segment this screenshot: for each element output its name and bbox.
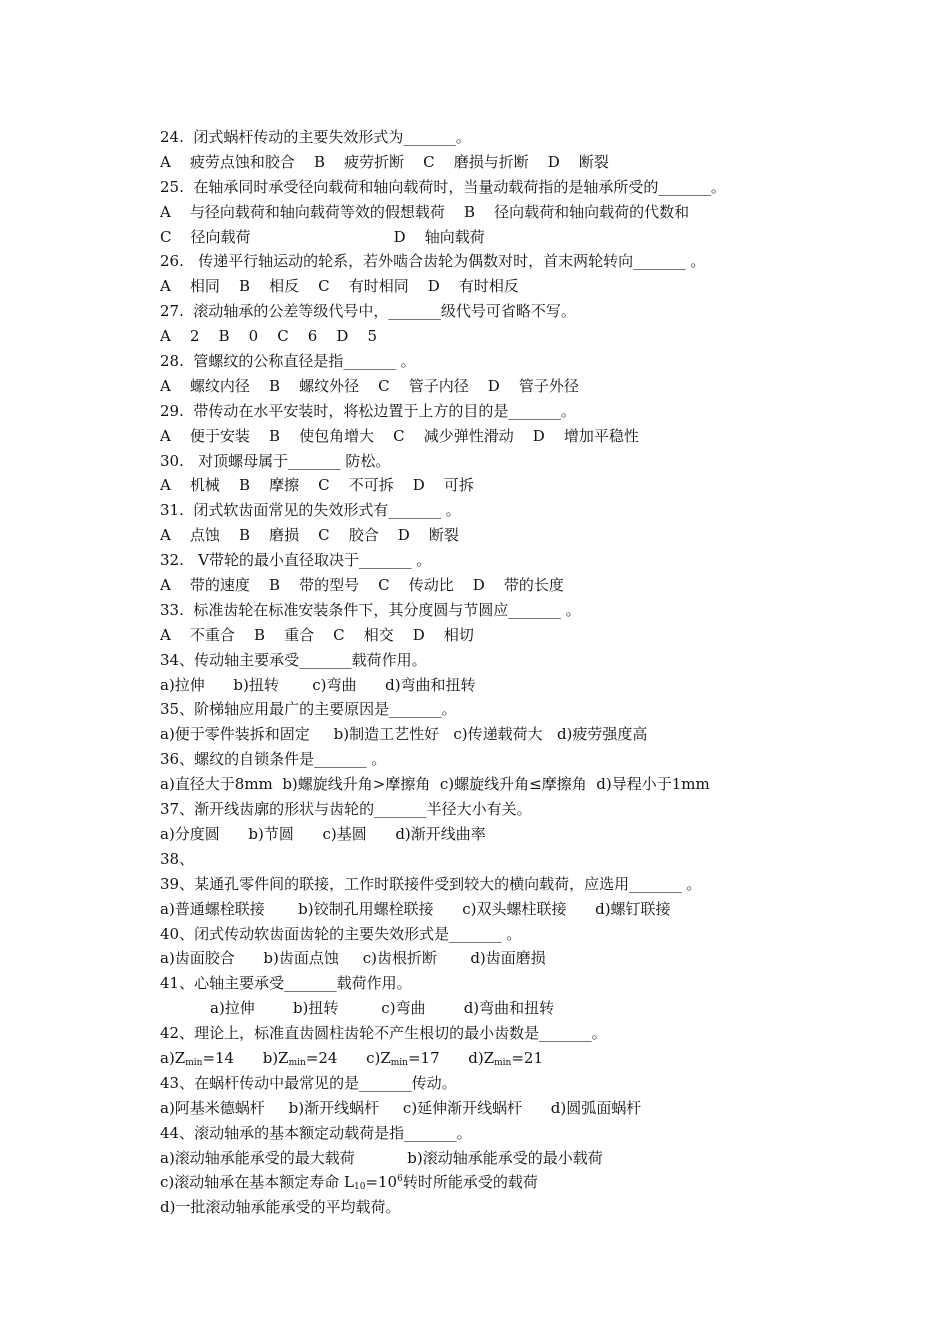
question-25-options-row1: A 与径向载荷和轴向载荷等效的假想载荷 B 径向载荷和轴向载荷的代数和	[160, 202, 690, 221]
option-a-text: a)Z	[160, 1048, 186, 1067]
exponent: 6	[397, 1174, 403, 1185]
question-40-options: a)齿面胶合 b)齿面点蚀 c)齿根折断 d)齿面磨损	[160, 949, 546, 968]
question-36-options: a)直径大于8mm b)螺旋线升角>摩擦角 c)螺旋线升角≤摩擦角 d)导程小于1mm	[160, 775, 710, 794]
question-31: 31. 闭式软齿面常见的失效形式有_______ 。	[160, 501, 461, 520]
question-32-options: A 带的速度 B 带的型号 C 传动比 D 带的长度	[160, 576, 564, 595]
question-42: 42、理论上，标准直齿圆柱齿轮不产生根切的最小齿数是_______。	[160, 1024, 607, 1043]
question-44-option-c	[160, 1170, 860, 1195]
question-31-options: A 点蚀 B 磨损 C 胶合 D 断裂	[160, 526, 459, 545]
question-43-options: a)阿基米德蜗杆 b)渐开线蜗杆 c)延伸渐开线蜗杆 d)圆弧面蜗杆	[160, 1098, 642, 1117]
question-26: 26. 传递平行轴运动的轮系，若外啮合齿轮为偶数对时，首末两轮转向_______ 。	[160, 252, 706, 271]
question-37: 37、渐开线齿廓的形状与齿轮的_______半径大小有关。	[160, 800, 532, 819]
option-a-subscript: min	[185, 1057, 203, 1068]
option-b-value: =24	[305, 1048, 367, 1067]
option-c-subscript: min	[390, 1057, 408, 1068]
option-a-value: =14	[202, 1048, 263, 1067]
option-d-value: =21	[511, 1048, 544, 1067]
question-39-options: a)普通螺栓联接 b)铰制孔用螺栓联接 c)双头螺柱联接 d)螺钉联接	[160, 899, 671, 918]
option-c-text: c)Z	[366, 1048, 391, 1067]
question-33-options: A 不重合 B 重合 C 相交 D 相切	[160, 625, 474, 644]
option-b-text: b)Z	[262, 1048, 289, 1067]
life-subscript: 10	[353, 1182, 366, 1193]
question-39: 39、某通孔零件间的联接，工作时联接件受到较大的横向载荷，应选用_______ 。	[160, 874, 702, 893]
question-34-options: a)拉伸 b)扭转 c)弯曲 d)弯曲和扭转	[160, 675, 476, 694]
exam-page	[160, 125, 860, 1220]
question-24: 24. 闭式蜗杆传动的主要失效形式为_______。	[160, 128, 471, 146]
question-37-options: a)分度圆 b)节圆 c)基圆 d)渐开线曲率	[160, 824, 486, 843]
question-35-options: a)便于零件装拆和固定 b)制造工艺性好 c)传递载荷大 d)疲劳强度高	[160, 725, 648, 744]
option-c-equals: =10	[365, 1173, 398, 1192]
question-30-options: A 机械 B 摩擦 C 不可拆 D 可拆	[160, 476, 474, 495]
option-d-subscript: min	[494, 1057, 512, 1068]
question-28-options: A 螺纹内径 B 螺纹外径 C 管子内径 D 管子外径	[160, 376, 579, 395]
question-27: 27. 滚动轴承的公差等级代号中，_______级代号可省略不写。	[160, 302, 576, 321]
question-32: 32. V带轮的最小直径取决于_______ 。	[160, 551, 432, 570]
question-43: 43、在蜗杆传动中最常见的是_______传动。	[160, 1073, 457, 1092]
question-38: 38、	[160, 849, 195, 868]
question-29: 29. 带传动在水平安装时，将松边置于上方的目的是_______。	[160, 401, 576, 420]
question-33: 33. 标准齿轮在标准安装条件下，其分度圆与节圆应_______ 。	[160, 600, 581, 619]
question-36: 36、螺纹的自锁条件是_______ 。	[160, 750, 387, 769]
question-26-options: A 相同 B 相反 C 有时相同 D 有时相反	[160, 277, 519, 296]
option-c-suffix: 转时所能承受的载荷	[402, 1173, 538, 1192]
question-25-options-row2: C 径向载荷 D 轴向载荷	[160, 227, 485, 246]
question-41: 41、心轴主要承受_______载荷作用。	[160, 974, 412, 993]
question-27-options: A 2 B 0 C 6 D 5	[160, 327, 378, 346]
question-24-options: A 疲劳点蚀和胶合 B 疲劳折断 C 磨损与折断 D 断裂	[160, 152, 609, 171]
question-44-option-d: d)一批滚动轴承能承受的平均载荷。	[160, 1198, 401, 1217]
option-d-text: d)Z	[468, 1048, 495, 1067]
option-b-subscript: min	[288, 1057, 306, 1068]
question-44: 44、滚动轴承的基本额定动载荷是指_______。	[160, 1123, 472, 1142]
question-29-options: A 便于安装 B 使包角增大 C 减少弹性滑动 D 增加平稳性	[160, 426, 639, 445]
question-25: 25. 在轴承同时承受径向载荷和轴向载荷时，当量动载荷指的是轴承所受的_______。	[160, 177, 726, 196]
question-30: 30. 对顶螺母属于_______ 防松。	[160, 451, 391, 470]
question-35: 35、阶梯轴应用最广的主要原因是_______。	[160, 700, 457, 719]
option-c-value: =17	[407, 1048, 469, 1067]
question-44-options-ab: a)滚动轴承能承受的最大载荷 b)滚动轴承能承受的最小载荷	[160, 1148, 603, 1167]
question-34: 34、传动轴主要承受_______载荷作用。	[160, 650, 427, 669]
question-40: 40、闭式传动软齿面齿轮的主要失效形式是_______ 。	[160, 924, 522, 943]
question-41-options: a)拉伸 b)扭转 c)弯曲 d)弯曲和扭转	[210, 999, 555, 1018]
question-42-options	[160, 1046, 860, 1071]
question-28: 28. 管螺纹的公称直径是指_______ 。	[160, 352, 416, 371]
option-c-prefix: c)滚动轴承在基本额定寿命 L	[160, 1173, 354, 1192]
